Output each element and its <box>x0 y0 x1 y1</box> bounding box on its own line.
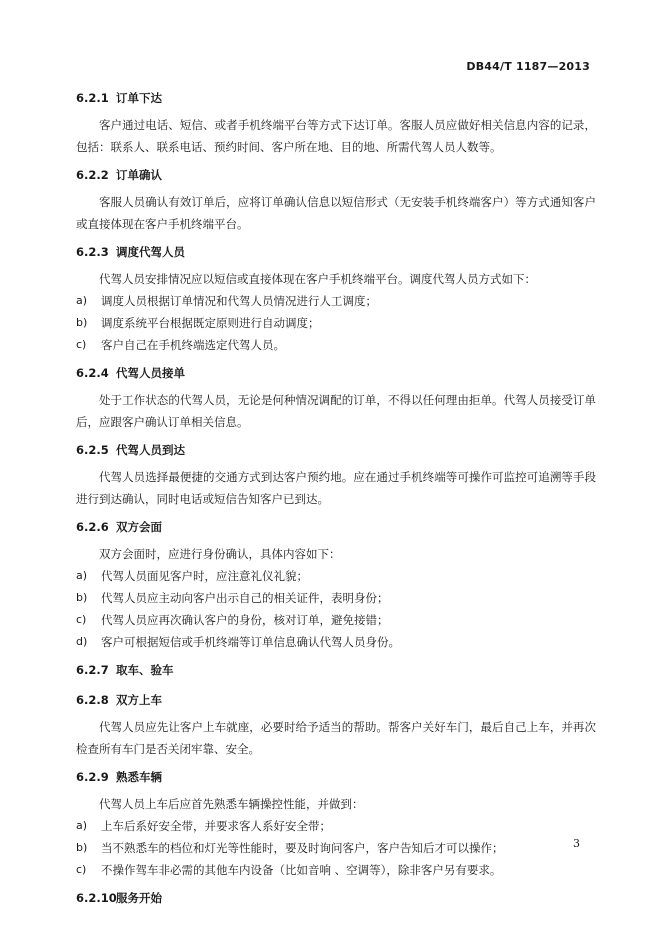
section-heading <box>76 90 596 106</box>
list-item-text: 不操作驾车非必需的其他车内设备（比如音响 、空调等），除非客户另有要求。 <box>101 863 502 877</box>
list-item-text: 调度系统平台根据既定原则进行自动调度； <box>101 316 320 330</box>
page-number: 3 <box>573 837 580 850</box>
section-number: 6.2.4 <box>76 366 109 380</box>
section-title: 取车、验车 <box>116 663 174 677</box>
list-item <box>76 290 596 312</box>
paragraph: 客户通过电话、短信、或者手机终端平台等方式下达订单。客服人员应做好相关信息内容的记录，包括：联系人、联系电话、预约时间、客户所在地、目的地、所需代驾人员人数等。 <box>76 118 596 154</box>
section-6-2-2 <box>76 167 596 235</box>
section-title: 熟悉车辆 <box>116 770 162 784</box>
section-number: 6.2.5 <box>76 443 109 457</box>
list-marker: b) <box>76 316 88 329</box>
list-item-text: 代驾人员面见客户时，应注意礼仪礼貌； <box>101 569 308 583</box>
list-item <box>76 587 596 609</box>
section-number: 6.2.9 <box>76 770 109 784</box>
section-heading <box>76 769 596 785</box>
section-title: 代驾人员接单 <box>116 366 185 380</box>
section-title: 订单下达 <box>116 91 162 105</box>
list-item-text: 当不熟悉车的档位和灯光等性能时，要及时询问客户，客户告知后才可以操作； <box>101 841 504 855</box>
section-6-2-5 <box>76 442 596 510</box>
list-marker: b) <box>76 591 88 604</box>
section-number: 6.2.10 <box>76 891 117 905</box>
section-6-2-8 <box>76 692 596 760</box>
paragraph: 代驾人员应先让客户上车就座，必要时给予适当的帮助。帮客户关好车门，最后自己上车，并再次检查所有车门是否关闭牢靠、安全。 <box>76 720 596 756</box>
list-item <box>76 859 596 881</box>
section-number: 6.2.1 <box>76 91 109 105</box>
paragraph: 代驾人员安排情况应以短信或直接体现在客户手机终端平台。调度代驾人员方式如下： <box>99 272 536 286</box>
list-marker: c) <box>76 338 87 351</box>
list-item-text: 上车后系好安全带，并要求客人系好安全带； <box>101 819 331 833</box>
section-title: 双方会面 <box>116 520 162 534</box>
list-marker: a) <box>76 819 88 832</box>
section-6-2-4 <box>76 365 596 433</box>
list-marker: a) <box>76 294 88 307</box>
section-6-2-7 <box>76 662 596 678</box>
list-marker: b) <box>76 841 88 854</box>
section-number: 6.2.2 <box>76 168 109 182</box>
list-item-text: 客户自己在手机终端选定代驾人员。 <box>101 338 285 352</box>
section-heading <box>76 167 596 183</box>
list-item-text: 代驾人员应主动向客户出示自己的相关证件，表明身份； <box>101 591 389 605</box>
list-marker: c) <box>76 863 87 876</box>
section-heading <box>76 519 596 535</box>
section-6-2-6 <box>76 519 596 653</box>
section-title: 双方上车 <box>116 693 162 707</box>
list-item <box>76 631 596 653</box>
section-heading <box>76 244 596 260</box>
section-6-2-10 <box>76 890 596 906</box>
list-marker: d) <box>76 635 88 648</box>
section-heading <box>76 365 596 381</box>
section-heading <box>76 662 596 678</box>
paragraph: 处于工作状态的代驾人员，无论是何种情况调配的订单，不得以任何理由拒单。代驾人员接受订单后，应跟客户确认订单相关信息。 <box>76 393 596 429</box>
list-item <box>76 334 596 356</box>
list-item <box>76 837 596 859</box>
list-item <box>76 565 596 587</box>
section-number: 6.2.3 <box>76 245 109 259</box>
section-6-2-1 <box>76 90 596 158</box>
section-6-2-3 <box>76 244 596 356</box>
list-item <box>76 815 596 837</box>
list-item-text: 客户可根据短信或手机终端等订单信息确认代驾人员身份。 <box>101 635 400 649</box>
section-title: 服务开始 <box>116 891 162 905</box>
section-number: 6.2.8 <box>76 693 109 707</box>
section-heading <box>76 890 596 906</box>
section-heading <box>76 692 596 708</box>
section-number: 6.2.7 <box>76 663 109 677</box>
paragraph: 客服人员确认有效订单后，应将订单确认信息以短信形式（无安装手机终端客户）等方式通知客户或直接体现在客户手机终端平台。 <box>76 195 596 231</box>
list-item <box>76 312 596 334</box>
list-item <box>76 609 596 631</box>
section-6-2-9 <box>76 769 596 881</box>
section-number: 6.2.6 <box>76 520 109 534</box>
document-code: DB44/T 1187—2013 <box>466 60 590 73</box>
section-title: 代驾人员到达 <box>116 443 185 457</box>
section-heading <box>76 442 596 458</box>
paragraph: 代驾人员选择最便捷的交通方式到达客户预约地。应在通过手机终端等可操作可监控可追溯等手段进行到达确认，同时电话或短信告知客户已到达。 <box>76 470 596 506</box>
list-item-text: 代驾人员应再次确认客户的身份，核对订单，避免接错； <box>101 613 389 627</box>
list-item-text: 调度人员根据订单情况和代驾人员情况进行人工调度； <box>101 294 377 308</box>
paragraph: 双方会面时，应进行身份确认，具体内容如下： <box>99 547 341 561</box>
section-title: 订单确认 <box>116 168 162 182</box>
section-title: 调度代驾人员 <box>116 245 185 259</box>
paragraph: 代驾人员上车后应首先熟悉车辆操控性能，并做到： <box>99 797 364 811</box>
document-body <box>76 90 596 914</box>
list-marker: c) <box>76 613 87 626</box>
list-marker: a) <box>76 569 88 582</box>
